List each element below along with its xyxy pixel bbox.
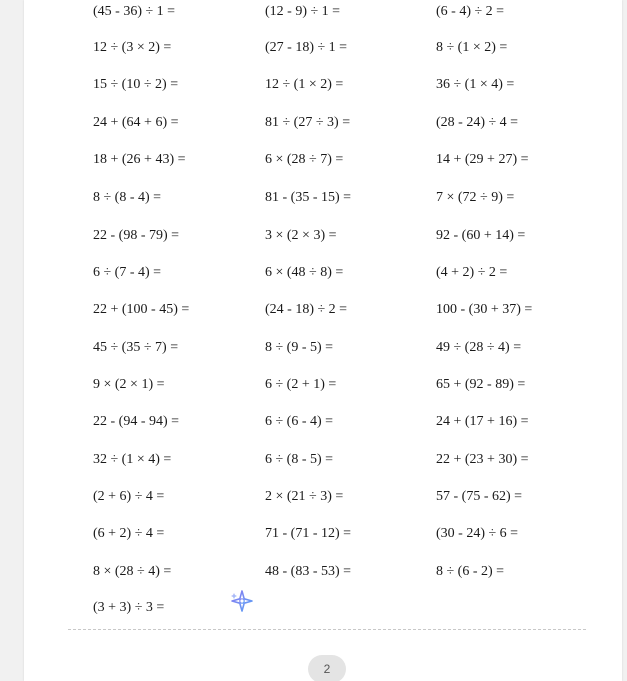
- problem-item: 8 ÷ (8 - 4) =: [93, 190, 162, 205]
- problem-item: 18 + (26 + 43) =: [93, 152, 186, 167]
- problem-item: (45 - 36) ÷ 1 =: [93, 4, 176, 19]
- page-number-badge[interactable]: 2: [308, 655, 346, 681]
- problem-item: (12 - 9) ÷ 1 =: [265, 4, 341, 19]
- problem-item: 6 ÷ (7 - 4) =: [93, 265, 162, 280]
- problem-item: 32 ÷ (1 × 4) =: [93, 452, 172, 467]
- problem-item: (6 - 4) ÷ 2 =: [436, 4, 505, 19]
- problem-item: 15 ÷ (10 ÷ 2) =: [93, 77, 179, 92]
- problem-item: 12 ÷ (1 × 2) =: [265, 77, 344, 92]
- problem-item: 14 + (29 + 27) =: [436, 152, 529, 167]
- problem-item: 49 ÷ (28 ÷ 4) =: [436, 340, 522, 355]
- worksheet-page: [24, 0, 622, 681]
- problem-item: 92 - (60 + 14) =: [436, 228, 526, 243]
- problem-item: 12 ÷ (3 × 2) =: [93, 40, 172, 55]
- problem-item: 8 × (28 ÷ 4) =: [93, 564, 172, 579]
- problem-item: (3 + 3) ÷ 3 =: [93, 600, 165, 615]
- problem-item: 45 ÷ (35 ÷ 7) =: [93, 340, 179, 355]
- problem-item: 71 - (71 - 12) =: [265, 526, 352, 541]
- problem-item: 9 × (2 × 1) =: [93, 377, 165, 392]
- problem-item: 36 ÷ (1 × 4) =: [436, 77, 515, 92]
- problem-item: 22 - (98 - 79) =: [93, 228, 180, 243]
- sparkle-icon[interactable]: [230, 590, 254, 612]
- problem-item: 24 + (17 + 16) =: [436, 414, 529, 429]
- page-divider: [68, 629, 586, 630]
- problem-item: (28 - 24) ÷ 4 =: [436, 115, 519, 130]
- problem-item: 81 - (35 - 15) =: [265, 190, 352, 205]
- problem-item: 8 ÷ (9 - 5) =: [265, 340, 334, 355]
- problem-item: 24 + (64 + 6) =: [93, 115, 179, 130]
- problem-item: 3 × (2 × 3) =: [265, 228, 337, 243]
- problem-item: 6 ÷ (6 - 4) =: [265, 414, 334, 429]
- problem-item: 6 ÷ (2 + 1) =: [265, 377, 337, 392]
- problem-item: (6 + 2) ÷ 4 =: [93, 526, 165, 541]
- problem-item: 57 - (75 - 62) =: [436, 489, 523, 504]
- problem-item: (2 + 6) ÷ 4 =: [93, 489, 165, 504]
- problem-item: 6 × (28 ÷ 7) =: [265, 152, 344, 167]
- problem-item: 8 ÷ (6 - 2) =: [436, 564, 505, 579]
- problem-item: (24 - 18) ÷ 2 =: [265, 302, 348, 317]
- problem-item: (27 - 18) ÷ 1 =: [265, 40, 348, 55]
- problem-item: 100 - (30 + 37) =: [436, 302, 533, 317]
- problem-item: 8 ÷ (1 × 2) =: [436, 40, 508, 55]
- problem-item: 65 + (92 - 89) =: [436, 377, 526, 392]
- problem-item: 22 + (23 + 30) =: [436, 452, 529, 467]
- problem-item: 6 ÷ (8 - 5) =: [265, 452, 334, 467]
- problem-item: 22 + (100 - 45) =: [93, 302, 190, 317]
- problem-item: 7 × (72 ÷ 9) =: [436, 190, 515, 205]
- problem-item: 48 - (83 - 53) =: [265, 564, 352, 579]
- problem-item: (30 - 24) ÷ 6 =: [436, 526, 519, 541]
- problem-item: 2 × (21 ÷ 3) =: [265, 489, 344, 504]
- problem-item: 81 ÷ (27 ÷ 3) =: [265, 115, 351, 130]
- problem-item: (4 + 2) ÷ 2 =: [436, 265, 508, 280]
- problem-item: 22 - (94 - 94) =: [93, 414, 180, 429]
- problem-item: 6 × (48 ÷ 8) =: [265, 265, 344, 280]
